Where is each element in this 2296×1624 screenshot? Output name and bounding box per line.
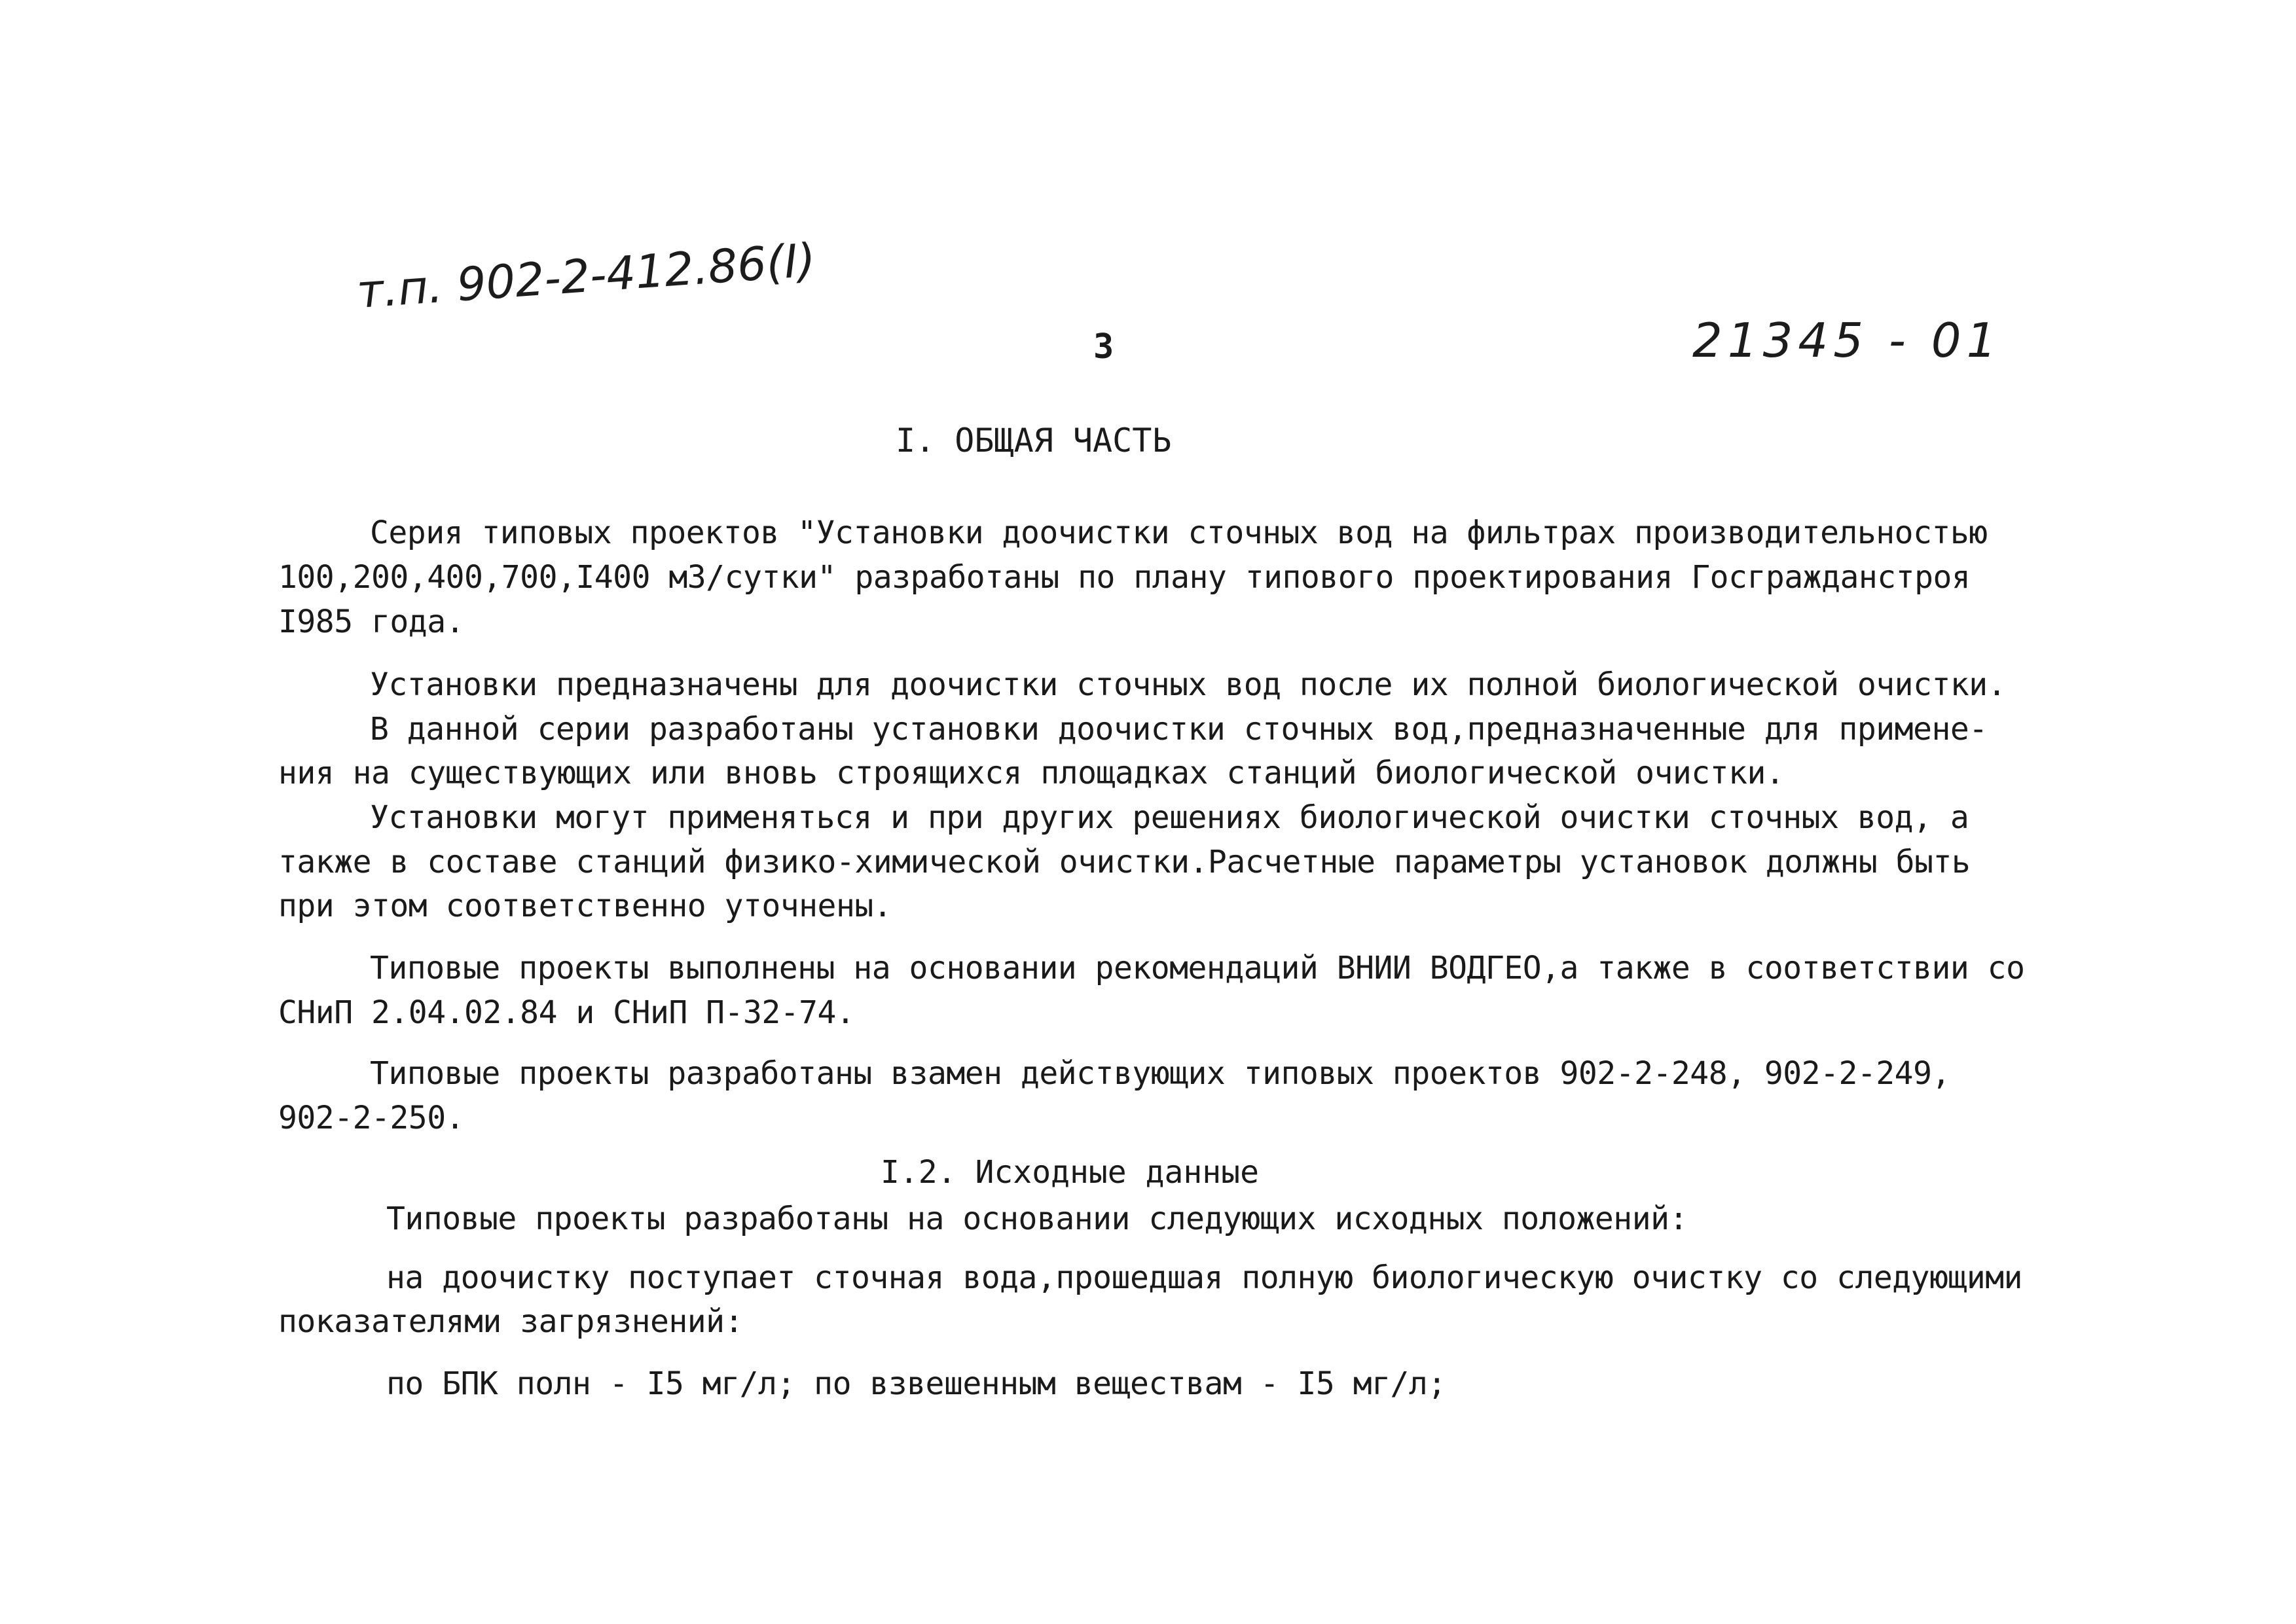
paragraph-line: В данной серии разработаны установки доочистки сточных вод,предназначенные для примене- <box>370 711 1988 748</box>
paragraph-line: Установки могут применяться и при других решениях биологической очистки сточных вод, а <box>370 799 1969 836</box>
paragraph-line: ния на существующих или вновь строящихся площадках станций биологической очистки. <box>278 755 1785 791</box>
paragraph-line: Типовые проекты выполнены на основании рекомендаций ВНИИ ВОДГЕО,а также в соответствии со <box>370 950 2025 986</box>
paragraph-line: Серия типовых проектов "Установки доочистки сточных вод на фильтрах производительностью <box>370 514 1988 551</box>
paragraph-line: показателями загрязнений: <box>278 1303 743 1340</box>
paragraph-line: Установки предназначены для доочистки сточных вод после их полной биологической очистки. <box>370 666 2007 703</box>
page-number: 3 <box>1093 327 1114 367</box>
handwritten-inventory-number: 21345 - 01 <box>1692 313 2002 368</box>
handwritten-project-code: т.п. 902-2-412.86(I) <box>355 233 818 319</box>
paragraph-line: Типовые проекты разработаны на основании следующих исходных положений: <box>386 1200 1688 1237</box>
paragraph-line: 100,200,400,700,I400 м3/сутки" разработаны по плану типового проектирования Госгражданстроя <box>278 559 1971 596</box>
subsection-heading: I.2. Исходные данные <box>881 1154 1259 1191</box>
section-heading: I. ОБЩАЯ ЧАСТЬ <box>896 422 1172 460</box>
paragraph-line: по БПК полн - I5 мг/л; по взвешенным веществам - I5 мг/л; <box>386 1365 1446 1402</box>
paragraph-line: на доочистку поступает сточная вода,прошедшая полную биологическую очистку со следующими <box>386 1259 2023 1296</box>
paragraph-line: I985 года. <box>278 604 464 640</box>
paragraph-line: СНиП 2.04.02.84 и СНиП П-32-74. <box>278 994 855 1031</box>
paragraph-line: 902-2-250. <box>278 1100 464 1136</box>
paragraph-line: Типовые проекты разработаны взамен действующих типовых проектов 902-2-248, 902-2-249, <box>370 1055 1950 1092</box>
paragraph-line: при этом соответственно уточнены. <box>278 888 892 924</box>
paragraph-line: также в составе станций физико-химической очистки.Расчетные параметры установок должны быть <box>278 844 1971 880</box>
